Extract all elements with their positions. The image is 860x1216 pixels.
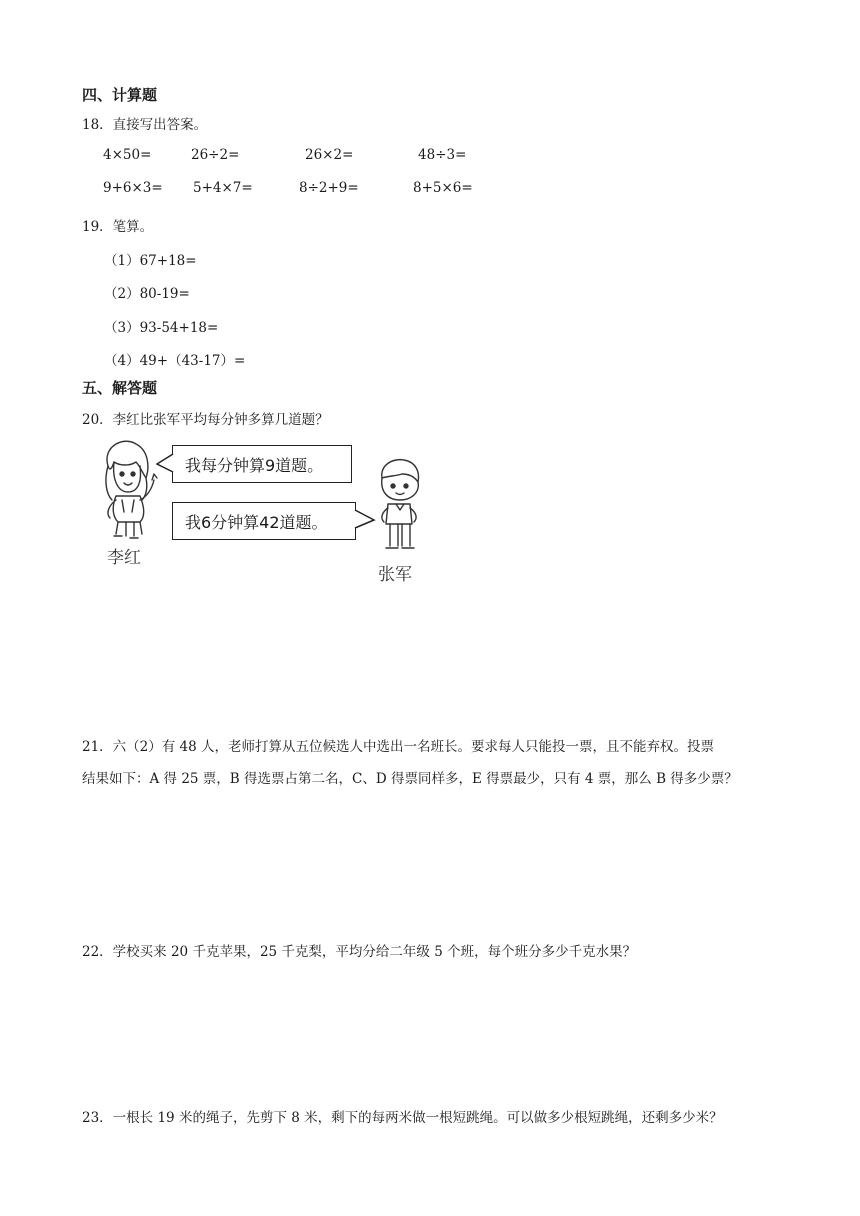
- question-21-line-2: 结果如下：A 得 25 票，B 得选票占第二名，C、D 得票同样多，E 得票最少，只有 4 票，那么 B 得多少票？: [82, 771, 738, 787]
- question-19-prompt: 19．笔算。: [82, 219, 154, 235]
- expression: 4×50=: [103, 147, 152, 163]
- section-title-5: 五、解答题: [82, 379, 158, 397]
- expression: 48÷3=: [418, 147, 467, 163]
- section-title-4: 四、计算题: [82, 86, 158, 104]
- name-label-lihong: 李红: [107, 548, 141, 568]
- boy-illustration: [374, 458, 426, 554]
- expression: 26×2=: [305, 147, 354, 163]
- question-21-line-1: 21．六（2）有 48 人，老师打算从五位候选人中选出一名班长。要求每人只能投一票，且不能弃权。投票: [82, 739, 715, 755]
- bubble-tail-lihong: [156, 450, 174, 478]
- question-19-item-3: （3）93-54+18=: [104, 320, 219, 336]
- question-22-prompt: 22．学校买来 20 千克苹果，25 千克梨，平均分给二年级 5 个班，每个班分多少千克水果？: [82, 944, 637, 960]
- question-23-prompt: 23．一根长 19 米的绳子，先剪下 8 米，剩下的每两米做一根短跳绳。可以做多少根短跳绳，还剩多少米？: [82, 1110, 723, 1126]
- speech-bubble-lihong: 我每分钟算9道题。: [172, 445, 352, 483]
- question-19-item-2: （2）80-19=: [104, 286, 190, 302]
- name-label-zhangjun: 张军: [378, 565, 412, 585]
- expression: 8+5×6=: [413, 180, 473, 196]
- question-20-prompt: 20．李红比张军平均每分钟多算几道题？: [82, 412, 329, 428]
- speech-bubble-zhangjun: 我6分钟算42道题。: [172, 502, 356, 540]
- question-19-item-1: （1）67+18=: [104, 253, 197, 269]
- expression: 26÷2=: [191, 147, 240, 163]
- expression: 9+6×3=: [103, 180, 163, 196]
- question-18-prompt: 18．直接写出答案。: [82, 117, 208, 133]
- expression: 5+4×7=: [193, 180, 253, 196]
- expression: 8÷2+9=: [299, 180, 359, 196]
- bubble-tail-zhangjun: [354, 506, 376, 534]
- question-19-item-4: （4）49+（43-17）=: [104, 353, 246, 369]
